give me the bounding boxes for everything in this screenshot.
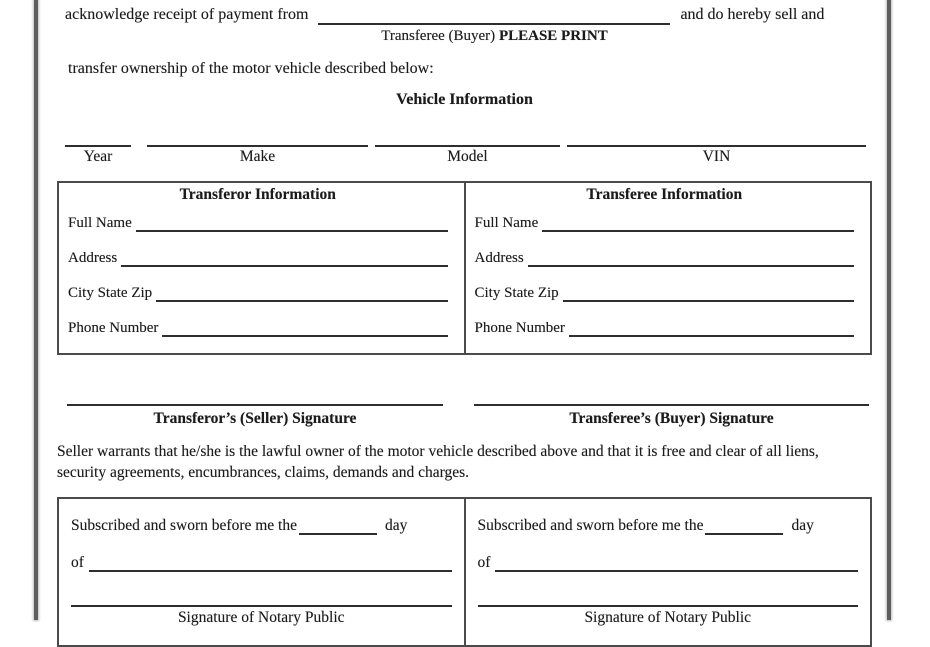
day-label: day: [791, 517, 814, 534]
notary-month-blank[interactable]: [89, 556, 452, 572]
notary-day-blank[interactable]: [299, 519, 377, 535]
transferor-full-name-label: Full Name: [68, 215, 132, 231]
table-row: [475, 317, 855, 337]
transferor-column: [59, 183, 466, 353]
sworn-line: [71, 515, 452, 535]
transferee-full-name-blank[interactable]: [542, 216, 854, 232]
intro-text-before: acknowledge receipt of payment from: [65, 6, 309, 23]
notary-signature-blank[interactable]: [71, 605, 452, 607]
table-row: [68, 212, 448, 232]
transferor-city-state-zip-label: City State Zip: [68, 285, 153, 301]
of-label: of: [477, 554, 491, 571]
vehicle-fields-row: [65, 145, 866, 166]
transferor-full-name-blank[interactable]: [136, 216, 448, 232]
payment-from-blank[interactable]: [318, 5, 670, 25]
page-border-left: [34, 0, 38, 620]
buyer-signature-blank[interactable]: [474, 404, 869, 406]
payment-from-field: [318, 5, 670, 45]
table-row: [475, 282, 855, 302]
page-border-right: [887, 0, 891, 620]
notary-signature-blank[interactable]: [478, 605, 859, 607]
notary-signature-caption: Signature of Notary Public: [177, 609, 345, 626]
seller-signature-field: [67, 404, 443, 428]
make-blank[interactable]: [147, 145, 368, 147]
transferee-address-label: Address: [474, 250, 524, 266]
model-blank[interactable]: [375, 145, 560, 147]
payment-receipt-line: [65, 5, 872, 45]
transferee-city-state-zip-blank[interactable]: [563, 286, 854, 302]
transferee-city-state-zip-label: City State Zip: [474, 285, 559, 301]
of-line: [71, 552, 452, 572]
year-blank[interactable]: [65, 145, 131, 147]
transferee-buyer-caption: [318, 27, 670, 45]
transferor-heading: Transferor Information: [179, 186, 336, 203]
caption-regular: Transferee (Buyer): [381, 28, 496, 44]
of-label: of: [71, 554, 84, 571]
sworn-line: [478, 515, 859, 535]
intro-text-after: and do hereby sell and: [680, 6, 825, 23]
notary-section: [57, 497, 872, 647]
sworn-text: Subscribed and sworn before me the: [71, 517, 297, 534]
vin-label: VIN: [702, 148, 731, 165]
transferor-address-blank[interactable]: [121, 251, 447, 267]
buyer-signature-label: Transferee’s (Buyer) Signature: [569, 410, 774, 427]
notary-block-right: [466, 499, 871, 645]
transferee-phone-number-label: Phone Number: [474, 320, 565, 336]
make-field: [147, 145, 368, 166]
transferor-city-state-zip-blank[interactable]: [156, 286, 447, 302]
year-label: Year: [83, 148, 113, 165]
vin-field: [567, 145, 866, 166]
transferee-address-blank[interactable]: [528, 251, 854, 267]
parties-info-table: [57, 181, 872, 355]
of-line: [478, 552, 859, 572]
seller-signature-label: Transferor’s (Seller) Signature: [153, 410, 357, 427]
vin-blank[interactable]: [567, 145, 866, 147]
notary-block-left: [59, 499, 466, 645]
table-row: [68, 282, 448, 302]
transferor-address-label: Address: [68, 250, 118, 266]
table-row: [475, 247, 855, 267]
table-row: [68, 317, 448, 337]
notary-signature-caption: Signature of Notary Public: [584, 609, 752, 626]
year-field: [65, 145, 131, 166]
day-label: day: [384, 517, 408, 534]
make-label: Make: [239, 148, 276, 165]
transferee-full-name-label: Full Name: [474, 215, 539, 231]
notary-month-blank[interactable]: [495, 556, 858, 572]
notary-day-blank[interactable]: [705, 519, 783, 535]
bill-of-sale-form: [57, 0, 872, 626]
table-row: [475, 212, 855, 232]
transferor-phone-number-blank[interactable]: [162, 321, 447, 337]
buyer-signature-field: [474, 404, 869, 428]
signatures-row: [67, 404, 869, 428]
transferor-phone-number-label: Phone Number: [68, 320, 159, 336]
sworn-text: Subscribed and sworn before me the: [477, 517, 704, 534]
table-row: [68, 247, 448, 267]
model-field: [375, 145, 560, 166]
seller-signature-blank[interactable]: [67, 404, 443, 406]
vehicle-information-heading: Vehicle Information: [396, 91, 533, 108]
caption-please-print: PLEASE PRINT: [498, 28, 608, 44]
seller-warranty-paragraph: Seller warrants that he/she is the lawful owner of the motor vehicle described above and that it is free and clear of all liens, security agreements, encumbrances, claims, demands and charges.: [57, 443, 819, 481]
transferee-heading: Transferee Information: [586, 186, 743, 203]
transfer-ownership-line: transfer ownership of the motor vehicle described below:: [68, 60, 434, 77]
transferee-column: [466, 183, 871, 353]
transferee-phone-number-blank[interactable]: [569, 321, 854, 337]
model-label: Model: [447, 148, 488, 165]
